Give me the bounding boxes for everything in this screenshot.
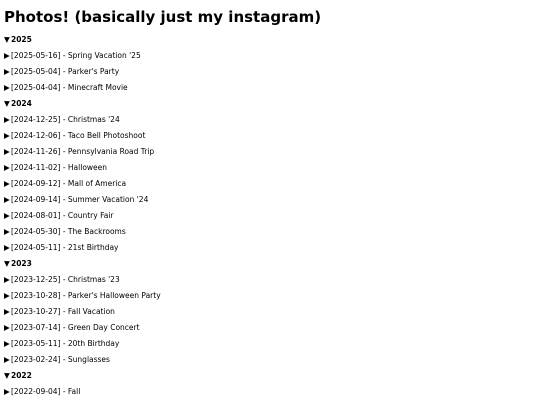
year-label: 2023 [11,259,32,268]
album-toggle[interactable] [4,64,540,80]
expanded-triangle-icon: ▼ [4,99,10,108]
year-section-2023 [4,256,540,368]
album-toggle[interactable] [4,288,540,304]
album-label: [2023-12-25] - Christmas '23 [11,275,120,284]
album-label: [2024-11-26] - Pennsylvania Road Trip [11,147,155,156]
year-toggle-2025[interactable] [4,32,540,48]
collapsed-triangle-icon: ▶ [4,387,10,396]
collapsed-triangle-icon: ▶ [4,179,10,188]
collapsed-triangle-icon: ▶ [4,291,10,300]
album-label: [2024-12-06] - Taco Bell Photoshoot [11,131,146,140]
collapsed-triangle-icon: ▶ [4,243,10,252]
album-label: [2024-12-25] - Christmas '24 [11,115,120,124]
year-section-2024 [4,96,540,256]
album-toggle[interactable] [4,320,540,336]
album-tree [4,32,540,400]
collapsed-triangle-icon: ▶ [4,355,10,364]
collapsed-triangle-icon: ▶ [4,163,10,172]
album-toggle[interactable] [4,352,540,368]
album-label: [2023-10-27] - Fall Vacation [11,307,115,316]
expanded-triangle-icon: ▼ [4,259,10,268]
album-label: [2024-09-12] - Mall of America [11,179,127,188]
album-label: [2024-11-02] - Halloween [11,163,108,172]
album-label: [2024-05-30] - The Backrooms [11,227,126,236]
album-label: [2024-08-01] - Country Fair [11,211,114,220]
year-toggle-2024[interactable] [4,96,540,112]
album-label: [2023-07-14] - Green Day Concert [11,323,140,332]
album-toggle[interactable] [4,144,540,160]
year-section-2022 [4,368,540,400]
collapsed-triangle-icon: ▶ [4,131,10,140]
album-toggle[interactable] [4,192,540,208]
year-label: 2022 [11,371,32,380]
album-toggle[interactable] [4,304,540,320]
expanded-triangle-icon: ▼ [4,371,10,380]
collapsed-triangle-icon: ▶ [4,307,10,316]
album-toggle[interactable] [4,128,540,144]
page-title: Photos! (basically just my instagram) [4,8,322,26]
album-toggle[interactable] [4,272,540,288]
collapsed-triangle-icon: ▶ [4,275,10,284]
year-toggle-2022[interactable] [4,368,540,384]
album-toggle[interactable] [4,208,540,224]
year-toggle-2023[interactable] [4,256,540,272]
expanded-triangle-icon: ▼ [4,35,10,44]
album-toggle[interactable] [4,224,540,240]
collapsed-triangle-icon: ▶ [4,211,10,220]
album-label: [2024-05-11] - 21st Birthday [11,243,119,252]
album-toggle[interactable] [4,160,540,176]
album-label: [2023-02-24] - Sunglasses [11,355,110,364]
collapsed-triangle-icon: ▶ [4,323,10,332]
album-toggle[interactable] [4,336,540,352]
collapsed-triangle-icon: ▶ [4,51,10,60]
album-label: [2023-10-28] - Parker's Halloween Party [11,291,161,300]
collapsed-triangle-icon: ▶ [4,115,10,124]
collapsed-triangle-icon: ▶ [4,147,10,156]
album-toggle[interactable] [4,80,540,96]
album-toggle[interactable] [4,384,540,400]
year-label: 2024 [11,99,32,108]
year-section-2025 [4,32,540,96]
collapsed-triangle-icon: ▶ [4,227,10,236]
album-label: [2024-09-14] - Summer Vacation '24 [11,195,149,204]
album-label: [2025-04-04] - Minecraft Movie [11,83,128,92]
album-toggle[interactable] [4,240,540,256]
album-label: [2025-05-16] - Spring Vacation '25 [11,51,141,60]
year-label: 2025 [11,35,32,44]
collapsed-triangle-icon: ▶ [4,67,10,76]
album-toggle[interactable] [4,112,540,128]
album-toggle[interactable] [4,176,540,192]
album-label: [2025-05-04] - Parker's Party [11,67,120,76]
album-toggle[interactable] [4,48,540,64]
collapsed-triangle-icon: ▶ [4,195,10,204]
collapsed-triangle-icon: ▶ [4,83,10,92]
album-label: [2023-05-11] - 20th Birthday [11,339,120,348]
album-label: [2022-09-04] - Fall [11,387,81,396]
collapsed-triangle-icon: ▶ [4,339,10,348]
